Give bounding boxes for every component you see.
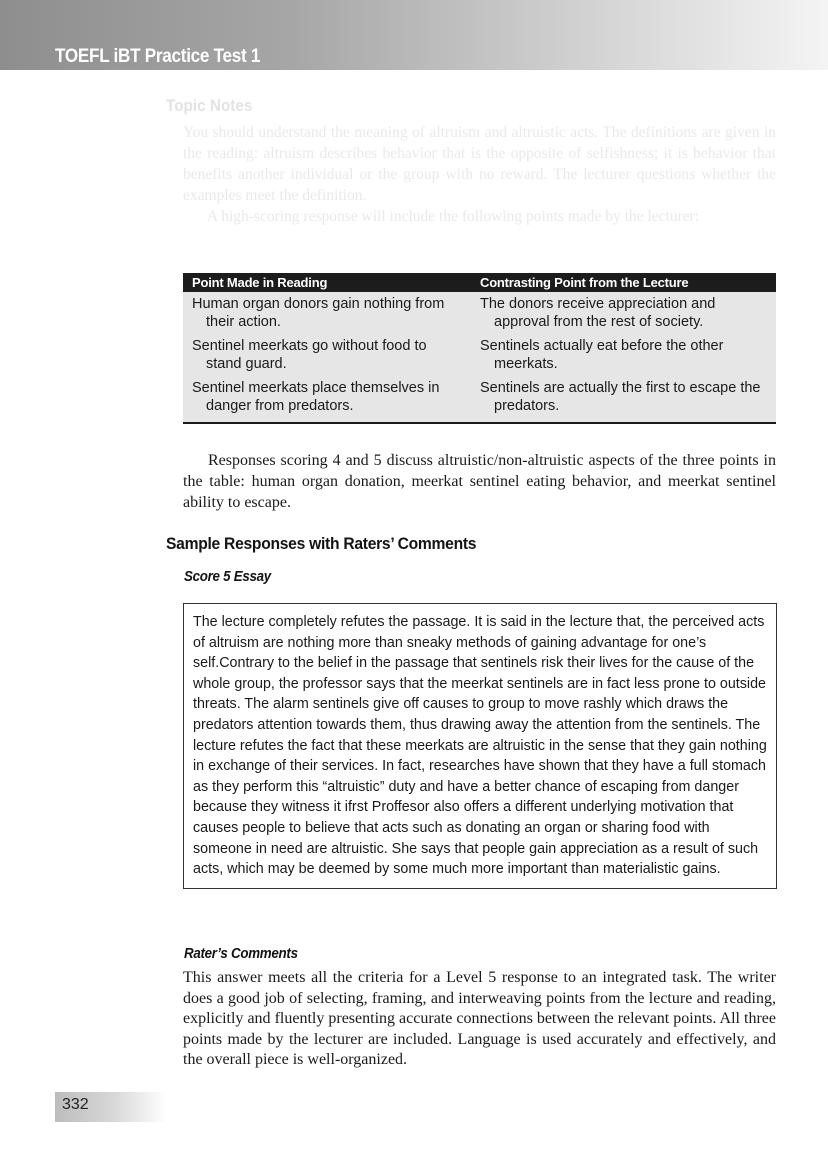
score-5-essay-label: Score 5 Essay: [184, 569, 271, 585]
lecture-point: Sentinels are actually the first to escape the predators.: [480, 380, 761, 414]
sample-responses-heading: Sample Responses with Raters’ Comments: [166, 534, 477, 553]
reading-point: Sentinel meerkats place themselves in danger from predators.: [192, 380, 440, 414]
reading-point: Sentinel meerkats go without food to stand guard.: [192, 338, 427, 372]
table-header-row: [183, 273, 776, 292]
reading-point: Human organ donors gain nothing from their action.: [192, 296, 445, 330]
table-cell-reading: [183, 376, 471, 423]
topic-notes-paragraph-1: You should understand the meaning of altruism and altruistic acts. The definitions are given in the reading: altruism describes behavior that is the opposite of selfishness; it is behavior that benefits another individual or the group with no reward. The lecturer questions whether the examples meet the definition.: [183, 124, 776, 204]
page-number: 332: [62, 1096, 89, 1113]
table-row: [183, 376, 776, 423]
raters-comments-text: This answer meets all the criteria for a Level 5 response to an integrated task. The writer does a good job of selecting, framing, and interweaving points from the lecture and reading, explicitly and fluently presenting accurate connections between the relevant points. All three points made by the lecturer are included. Language is used accurately and effectively, and the overall piece is well-organized.: [183, 969, 776, 1069]
essay-box: [183, 603, 777, 889]
summary-paragraph: Responses scoring 4 and 5 discuss altruistic/non-altruistic aspects of the three points in the table: human organ donation, meerkat sentinel eating behavior, and meerkat sentinel ability to escape.: [183, 452, 776, 511]
faded-topic-notes: [166, 96, 776, 227]
table-row: [183, 334, 776, 376]
column-header-lecture: Contrasting Point from the Lecture: [471, 273, 776, 292]
essay-text: The lecture completely refutes the passage. It is said in the lecture that, the perceived acts of altruism are nothing more than sneaky methods of gaining advantage for one’s self.Contrary to the belief in the passage that sentinels risk their lives for the cause of the whole group, the professor says that the meerkat sentinels are in fact less prone to outside threats. The alarm sentinels give off causes to group to move rashly which draws the predators attention towards them, thus drawing away the attention from the sentinels. The lecture refutes the fact that these meerkats are altruistic in the sense that they gain nothing in exchange of their services. In fact, researches have shown that they have a full stomach as they perform this “altruistic” duty and have a better chance of escaping from danger because they witness it ifrst Proffesor also offers a different underlying motivation that causes people to believe that acts such as donating an organ or sharing food with someone in need are altruistic. She says that people gain appreciation as a result of such acts, which may be deemed by some much more important than materialistic gains.: [193, 614, 767, 878]
table-cell-reading: [183, 334, 471, 376]
table-cell-lecture: [471, 292, 776, 334]
table-cell-lecture: [471, 334, 776, 376]
points-comparison-table: [183, 273, 776, 424]
topic-notes-paragraph-2: A high-scoring response will include the following points made by the lecturer:: [207, 208, 700, 225]
table-row: [183, 292, 776, 334]
topic-notes-heading: Topic Notes: [166, 96, 253, 115]
raters-comments-heading: Rater’s Comments: [184, 946, 298, 962]
running-header-title: TOEFL iBT Practice Test 1: [55, 46, 261, 67]
table-cell-reading: [183, 292, 471, 334]
page-number-band: [55, 1092, 167, 1122]
lecture-point: Sentinels actually eat before the other meerkats.: [480, 338, 724, 372]
table-cell-lecture: [471, 376, 776, 423]
column-header-reading: Point Made in Reading: [183, 273, 471, 292]
lecture-point: The donors receive appreciation and approval from the rest of society.: [480, 296, 716, 330]
